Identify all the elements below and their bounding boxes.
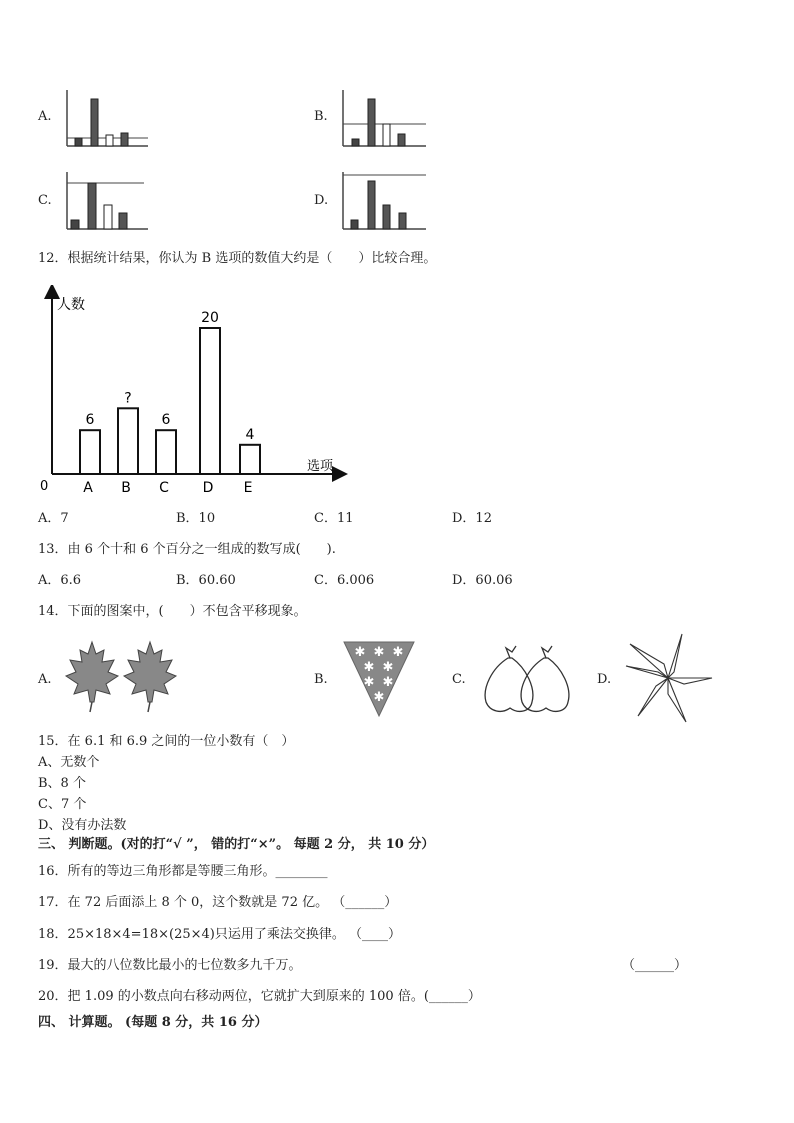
bar-value-label-D: 20 (201, 310, 219, 326)
q15-option-d[interactable]: D、没有办法数 (38, 818, 127, 833)
q19-answer-blank[interactable]: （______） (622, 958, 688, 973)
category-label-B: B (121, 480, 131, 496)
bar-A (80, 430, 100, 474)
q11-option-a-label: A. (38, 109, 52, 124)
q13-option-c[interactable]: C．6.006 (314, 573, 375, 588)
q19-text: 19．最大的八位数比最小的七位数多九千万。 (38, 958, 302, 973)
triangle-pattern-icon (342, 640, 416, 718)
q11-option-d-label: D. (314, 193, 329, 208)
q11-option-b-label: B. (314, 109, 328, 124)
section-4-heading: 四、 计算题。 (每题 8 分，共 16 分） (38, 1015, 268, 1030)
q13-text: 13．由 6 个十和 6 个百分之一组成的数写成( ). (38, 542, 336, 557)
q11-option-b-chart (338, 88, 430, 150)
svg-text:✱: ✱ (373, 690, 385, 705)
q13-option-a[interactable]: A．6.6 (38, 573, 82, 588)
category-label-E: E (243, 480, 253, 496)
pinwheel-icon (624, 632, 716, 724)
category-label-D: D (202, 480, 214, 496)
q18-text: 18．25×18×4=18×(25×4)只运用了乘法交换律。 （____） (38, 927, 401, 942)
q11-option-a-chart (62, 88, 152, 150)
q11-option-c-label: C. (38, 193, 52, 208)
q16-text: 16．所有的等边三角形都是等腰三角形。________ (38, 864, 328, 879)
bar-C (156, 430, 176, 474)
bar-value-label-B: ? (124, 390, 132, 407)
q11-option-c-chart (62, 170, 152, 232)
svg-text:✱: ✱ (354, 645, 366, 660)
pear-shapes-icon (482, 640, 578, 718)
q13-option-d[interactable]: D．60.06 (452, 573, 513, 588)
q20-text: 20．把 1.09 的小数点向右移动两位，它就扩大到原来的 100 倍。(______） (38, 989, 481, 1004)
q15-option-a[interactable]: A、无数个 (38, 755, 100, 770)
q14-option-b[interactable]: B. (314, 672, 328, 687)
q14-option-c[interactable]: C. (452, 672, 466, 687)
section-3-heading: 三、 判断题。(对的打“√ ”， 错的打“×”。 每题 2 分， 共 10 分） (38, 837, 435, 852)
bar-value-label-A: 6 (85, 412, 95, 429)
svg-text:✱: ✱ (382, 675, 394, 690)
q13-option-b[interactable]: B．60.60 (176, 573, 236, 588)
svg-text:✱: ✱ (392, 645, 404, 660)
q12-option-c[interactable]: C．11 (314, 511, 354, 526)
maple-leaves-icon (62, 640, 180, 714)
q12-option-a[interactable]: A．7 (38, 511, 69, 526)
q15-text: 15．在 6.1 和 6.9 之间的一位小数有（ ） (38, 734, 295, 749)
q12-text: 12．根据统计结果，你认为 B 选项的数值大约是（ ）比较合理。 (38, 251, 437, 266)
bar-value-label-C: 6 (161, 412, 171, 429)
q14-option-d[interactable]: D. (597, 672, 612, 687)
q17-text: 17．在 72 后面添上 8 个 0，这个数就是 72 亿。 （______） (38, 895, 398, 910)
svg-text:✱: ✱ (373, 645, 385, 660)
bar-value-label-E: 4 (245, 426, 255, 443)
origin-label: 0 (40, 479, 49, 494)
y-axis-label: 人数 (57, 297, 85, 313)
bar-D (200, 328, 220, 474)
q15-option-b[interactable]: B、8 个 (38, 776, 86, 791)
q14-option-a[interactable]: A. (38, 672, 52, 687)
q14-text: 14．下面的图案中，( ）不包含平移现象。 (38, 604, 307, 619)
category-label-C: C (159, 480, 169, 496)
svg-text:✱: ✱ (363, 660, 375, 675)
category-label-A: A (83, 480, 93, 496)
svg-text:✱: ✱ (382, 660, 394, 675)
q12-bar-chart (30, 285, 360, 497)
bar-E (240, 445, 260, 474)
q12-option-d[interactable]: D．12 (452, 511, 492, 526)
svg-text:✱: ✱ (363, 675, 375, 690)
bar-B (118, 408, 138, 474)
x-axis-label: 选项 (307, 459, 334, 474)
q12-option-b[interactable]: B．10 (176, 511, 216, 526)
q15-option-c[interactable]: C、7 个 (38, 797, 87, 812)
q11-option-d-chart (338, 170, 430, 232)
